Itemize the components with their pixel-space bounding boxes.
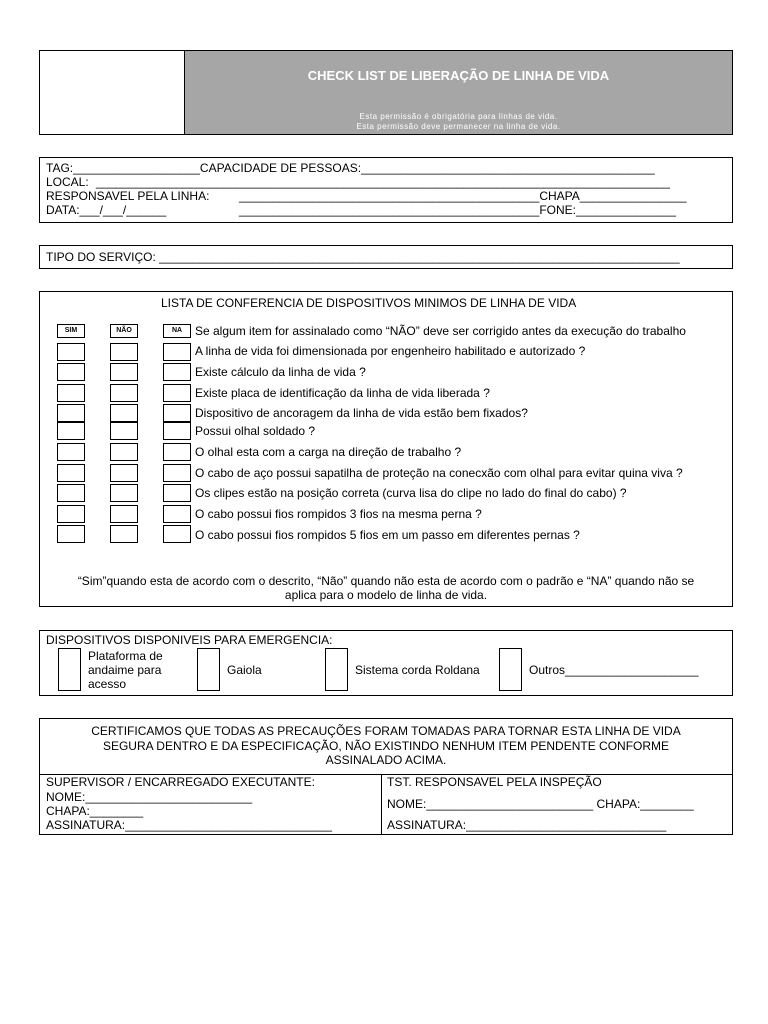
logo-area (40, 51, 185, 134)
checkbox-outros[interactable] (499, 648, 522, 691)
checkbox-sim[interactable] (57, 525, 85, 543)
checkbox-nao[interactable] (110, 484, 138, 502)
column-na: NA (163, 324, 191, 338)
phone-field[interactable]: _____________________________________________FONE:_______________ (239, 203, 677, 217)
checkbox-sim[interactable] (57, 422, 85, 440)
checkbox-na[interactable] (163, 464, 191, 482)
header-box (39, 50, 733, 135)
checkbox-sim[interactable] (57, 384, 85, 402)
checkbox-nao[interactable] (110, 363, 138, 381)
checkbox-nao[interactable] (110, 343, 138, 361)
header-note-2: Esta permissão deve permanecer na linha de vida. (356, 122, 561, 131)
checkbox-nao[interactable] (110, 505, 138, 523)
header-title-panel (185, 51, 732, 134)
checkbox-sim[interactable] (57, 404, 85, 422)
checkbox-na[interactable] (163, 484, 191, 502)
tag-capacity-line[interactable]: TAG:___________________CAPACIDADE DE PESSOAS:____________________________________________ (46, 161, 655, 175)
checkbox-na[interactable] (163, 404, 191, 422)
legend-line-1: “Sim”quando esta de acordo com o descrito, “Não” quando não esta de acordo com o padrão e “NA” quando não se (77, 574, 695, 588)
checkbox-sim[interactable] (57, 443, 85, 461)
checkbox-sim[interactable] (57, 505, 85, 523)
local-field[interactable]: ______________________________________________________________________________________ (96, 175, 670, 189)
option-outros[interactable]: Outros____________________ (529, 663, 699, 677)
supervisor-name-field[interactable]: NOME:_________________________ (46, 790, 253, 804)
checkbox-nao[interactable] (110, 422, 138, 440)
checklist-question: O cabo possui fios rompidos 5 fios em um passo em diferentes pernas ? (195, 528, 580, 542)
inspector-signature-field[interactable]: ASSINATURA:______________________________ (387, 818, 667, 832)
column-sim: SIM (57, 324, 85, 338)
checkbox-na[interactable] (163, 525, 191, 543)
legend-line-2: aplica para o modelo de linha de vida. (284, 588, 488, 602)
checkbox-gaiola[interactable] (197, 648, 220, 691)
inspector-title: TST. RESPONSAVEL PELA INSPEÇÃO (387, 775, 602, 789)
checkbox-sim[interactable] (57, 464, 85, 482)
emergency-title: DISPOSITIVOS DISPONIVEIS PARA EMERGENCIA: (46, 633, 333, 647)
header-note-1: Esta permissão é obrigatória para linhas de vida. (359, 112, 558, 121)
checkbox-na[interactable] (163, 384, 191, 402)
checklist-title: LISTA DE CONFERENCIA DE DISPOSITIVOS MINIMOS DE LINHA DE VIDA (161, 296, 577, 310)
checkbox-nao[interactable] (110, 404, 138, 422)
responsible-label: RESPONSAVEL PELA LINHA: (46, 189, 210, 203)
checklist-intro: Se algum item for assinalado como “NÃO” deve ser corrigido antes da execução do trabalho (195, 324, 686, 338)
option-plataforma-1: Plataforma de (88, 649, 163, 663)
checklist-question: Dispositivo de ancoragem da linha de vida estão bem fixados? (195, 406, 528, 420)
cert-divider-v (381, 774, 382, 834)
date-field[interactable]: DATA:___/___/______ (46, 203, 167, 217)
checkbox-nao[interactable] (110, 464, 138, 482)
info-box (39, 157, 733, 223)
checklist-question: A linha de vida foi dimensionada por engenheiro habilitado e autorizado ? (195, 344, 586, 358)
checklist-question: O olhal esta com a carga na direção de trabalho ? (195, 445, 462, 459)
checklist-question: O cabo possui fios rompidos 3 fios na mesma perna ? (195, 507, 482, 521)
service-type-field[interactable]: TIPO DO SERVIÇO: ______________________________________________________________________________ (46, 250, 680, 264)
checkbox-plataforma[interactable] (58, 648, 81, 691)
form-title: CHECK LIST DE LIBERAÇÃO DE LINHA DE VIDA (307, 68, 610, 83)
checklist-question: O cabo de aço possui sapatilha de proteção na conecxão com olhal para evitar quina viva ? (195, 466, 683, 480)
column-nao: NÃO (110, 324, 138, 338)
checkbox-roldana[interactable] (325, 648, 348, 691)
service-type-box (39, 245, 733, 269)
supervisor-chapa-field[interactable]: CHAPA:________ (46, 804, 144, 818)
cert-text-1: CERTIFICAMOS QUE TODAS AS PRECAUÇÕES FORAM TOMADAS PARA TORNAR ESTA LINHA DE VIDA (91, 724, 681, 738)
option-plataforma-3: acesso (88, 677, 127, 691)
checkbox-na[interactable] (163, 422, 191, 440)
cert-text-2: SEGURA DENTRO E DA ESPECIFICAÇÃO, NÃO EXISTINDO NENHUM ITEM PENDENTE CONFORME (102, 739, 670, 753)
checkbox-na[interactable] (163, 505, 191, 523)
checkbox-sim[interactable] (57, 363, 85, 381)
option-roldana: Sistema corda Roldana (355, 663, 480, 677)
checkbox-na[interactable] (163, 363, 191, 381)
checkbox-nao[interactable] (110, 525, 138, 543)
option-gaiola: Gaiola (227, 663, 262, 677)
checkbox-nao[interactable] (110, 384, 138, 402)
inspector-name-chapa-field[interactable]: NOME:_________________________ CHAPA:________ (387, 797, 694, 811)
checkbox-na[interactable] (163, 443, 191, 461)
local-label: LOCAL: (46, 175, 89, 189)
supervisor-title: SUPERVISOR / ENCARREGADO EXECUTANTE: (46, 775, 315, 789)
cert-text-3: ASSINALADO ACIMA. (325, 753, 447, 767)
supervisor-signature-field[interactable]: ASSINATURA:_______________________________ (46, 818, 333, 832)
checklist-question: Existe cálculo da linha de vida ? (195, 365, 366, 379)
checkbox-nao[interactable] (110, 443, 138, 461)
checkbox-na[interactable] (163, 343, 191, 361)
checklist-question: Possui olhal soldado ? (195, 424, 316, 438)
checkbox-sim[interactable] (57, 343, 85, 361)
responsible-chapa-field[interactable]: _____________________________________________CHAPA________________ (239, 189, 687, 203)
checklist-question: Existe placa de identificação da linha de vida liberada ? (195, 386, 490, 400)
option-plataforma-2: andaime para (88, 663, 162, 677)
checkbox-sim[interactable] (57, 484, 85, 502)
checklist-question: Os clipes estão na posição correta (curva lisa do clipe no lado do final do cabo) ? (195, 486, 627, 500)
